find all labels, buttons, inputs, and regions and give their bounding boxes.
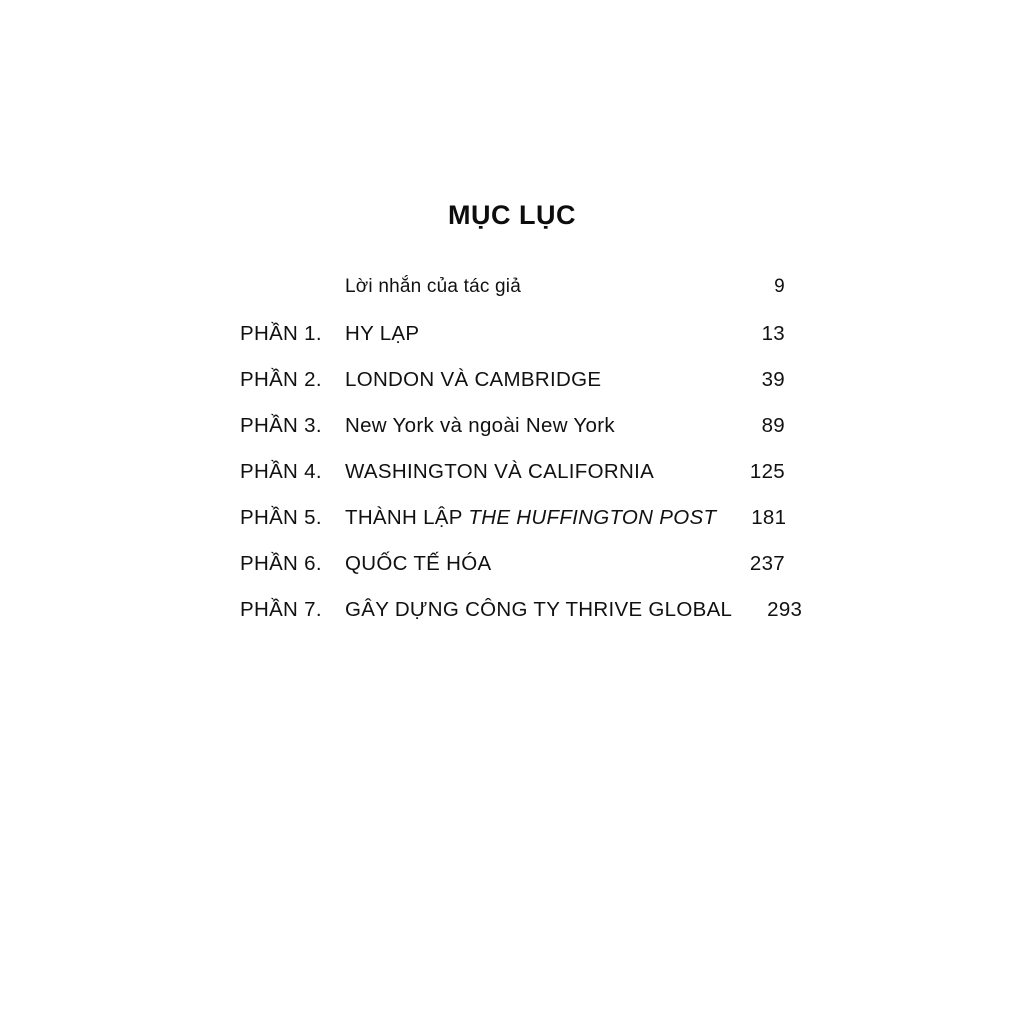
entry-page-number: 39 — [761, 368, 785, 391]
entry-title-text: LONDON VÀ CAMBRIDGE — [345, 368, 602, 391]
entry-title — [345, 276, 715, 298]
list-item[interactable] — [240, 414, 785, 460]
entry-part-label: PHẦN 1. — [240, 322, 322, 345]
list-item[interactable] — [240, 506, 785, 552]
list-item[interactable] — [240, 368, 785, 414]
entry-title — [345, 414, 715, 438]
entry-page-number: 237 — [749, 552, 785, 575]
entry-title-text: QUỐC TẾ HÓA — [345, 552, 492, 575]
entry-title — [345, 460, 715, 484]
entry-title-text: New York và ngoài New York — [345, 414, 615, 437]
entry-part-label: PHẦN 7. — [240, 598, 322, 621]
entry-page-number: 181 — [751, 506, 787, 529]
entry-title-text: Lời nhắn của tác giả — [345, 276, 521, 297]
entry-part-label: PHẦN 3. — [240, 414, 322, 437]
entry-title — [345, 506, 716, 530]
list-item[interactable] — [240, 460, 785, 506]
entry-title — [345, 368, 715, 392]
entry-title-text: HY LẠP — [345, 322, 420, 345]
entry-part-label: PHẦN 2. — [240, 368, 322, 391]
entry-title-text: WASHINGTON VÀ CALIFORNIA — [345, 460, 655, 483]
entry-page-number: 125 — [749, 460, 785, 483]
entry-title — [345, 322, 715, 346]
entry-title-text: GÂY DỰNG CÔNG TY THRIVE GLOBAL — [345, 598, 733, 621]
entry-title — [345, 598, 732, 622]
page-title: MỤC LỤC — [448, 200, 576, 230]
entry-page-number: 13 — [761, 322, 785, 345]
list-item[interactable] — [240, 276, 785, 322]
list-item[interactable] — [240, 598, 803, 644]
entry-page-number: 293 — [767, 598, 803, 621]
entry-part-label: PHẦN 5. — [240, 506, 322, 529]
entry-title — [345, 552, 715, 576]
entry-title-text: THÀNH LẬP — [345, 506, 469, 529]
entry-page-number: 89 — [761, 414, 785, 437]
table-of-contents-list — [240, 276, 803, 644]
entry-page-number: 9 — [774, 276, 785, 297]
entry-part-label: PHẦN 4. — [240, 460, 322, 483]
entry-part-label: PHẦN 6. — [240, 552, 322, 575]
list-item[interactable] — [240, 552, 785, 598]
list-item[interactable] — [240, 322, 785, 368]
entry-title-italic: THE HUFFINGTON POST — [468, 506, 717, 529]
